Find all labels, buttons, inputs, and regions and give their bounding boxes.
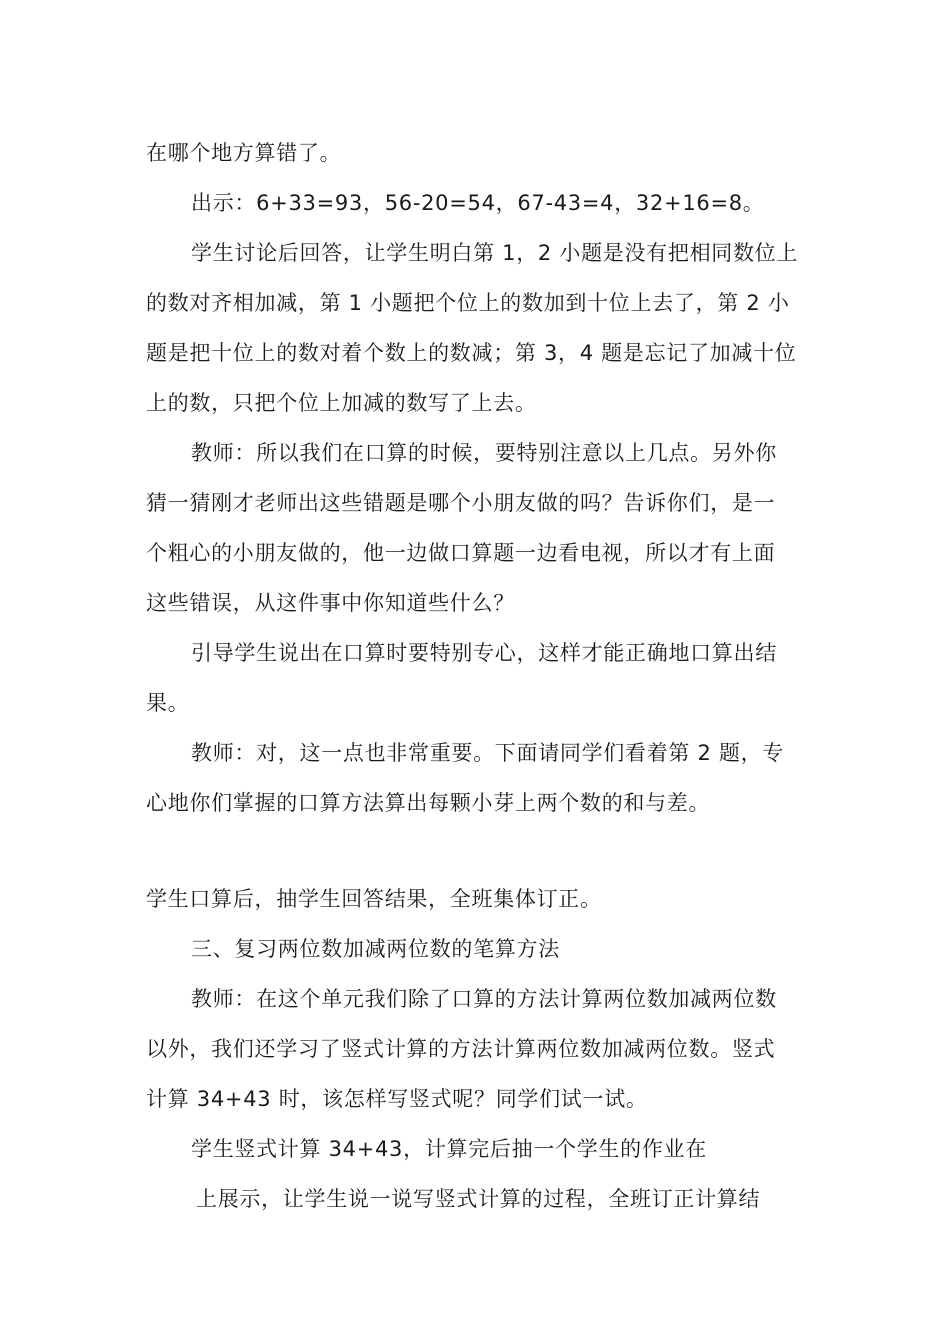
text-line-4: 的数对齐相加减，第 1 小题把个位上的数加到十位上去了，第 2 小: [146, 291, 790, 315]
text-line-8: 猜一猜刚才老师出这些错题是哪个小朋友做的吗？告诉你们，是一: [146, 491, 776, 515]
text-line-18: 以外，我们还学习了竖式计算的方法计算两位数加减两位数。竖式: [146, 1037, 776, 1061]
text-line-9: 个粗心的小朋友做的，他一边做口算题一边看电视，所以才有上面: [146, 541, 776, 565]
text-line-7: 教师：所以我们在口算的时候，要特别注意以上几点。另外你: [191, 441, 777, 465]
text-line-3: 学生讨论后回答，让学生明白第 1，2 小题是没有把相同数位上: [191, 241, 799, 265]
text-line-13: 教师：对，这一点也非常重要。下面请同学们看着第 2 题，专: [191, 741, 785, 765]
text-line-19: 计算 34+43 时，该怎样写竖式呢？同学们试一试。: [146, 1087, 648, 1111]
text-line-21: 上展示，让学生说一说写竖式计算的过程，全班订正计算结: [196, 1187, 761, 1211]
section-heading: 三、复习两位数加减两位数的笔算方法: [191, 937, 560, 961]
text-line-11: 引导学生说出在口算时要特别专心，这样才能正确地口算出结: [191, 641, 777, 665]
text-line-20: 学生竖式计算 34+43，计算完后抽一个学生的作业在: [191, 1137, 707, 1161]
text-line-10: 这些错误，从这件事中你知道些什么？: [146, 591, 515, 615]
text-line-15: 学生口算后，抽学生回答结果，全班集体订正。: [146, 887, 602, 911]
text-line-2: 出示：6+33=93，56-20=54，67-43=4，32+16=8。: [191, 191, 765, 215]
text-line-12: 果。: [146, 691, 190, 715]
text-line-17: 教师：在这个单元我们除了口算的方法计算两位数加减两位数: [191, 987, 777, 1011]
text-line-5: 题是把十位上的数对着个数上的数减；第 3，4 题是忘记了加减十位: [146, 341, 797, 365]
text-line-6: 上的数，只把个位上加减的数写了上去。: [146, 391, 537, 415]
text-line-1: 在哪个地方算错了。: [146, 141, 342, 165]
text-line-14: 心地你们掌握的口算方法算出每颗小芽上两个数的和与差。: [146, 791, 711, 815]
